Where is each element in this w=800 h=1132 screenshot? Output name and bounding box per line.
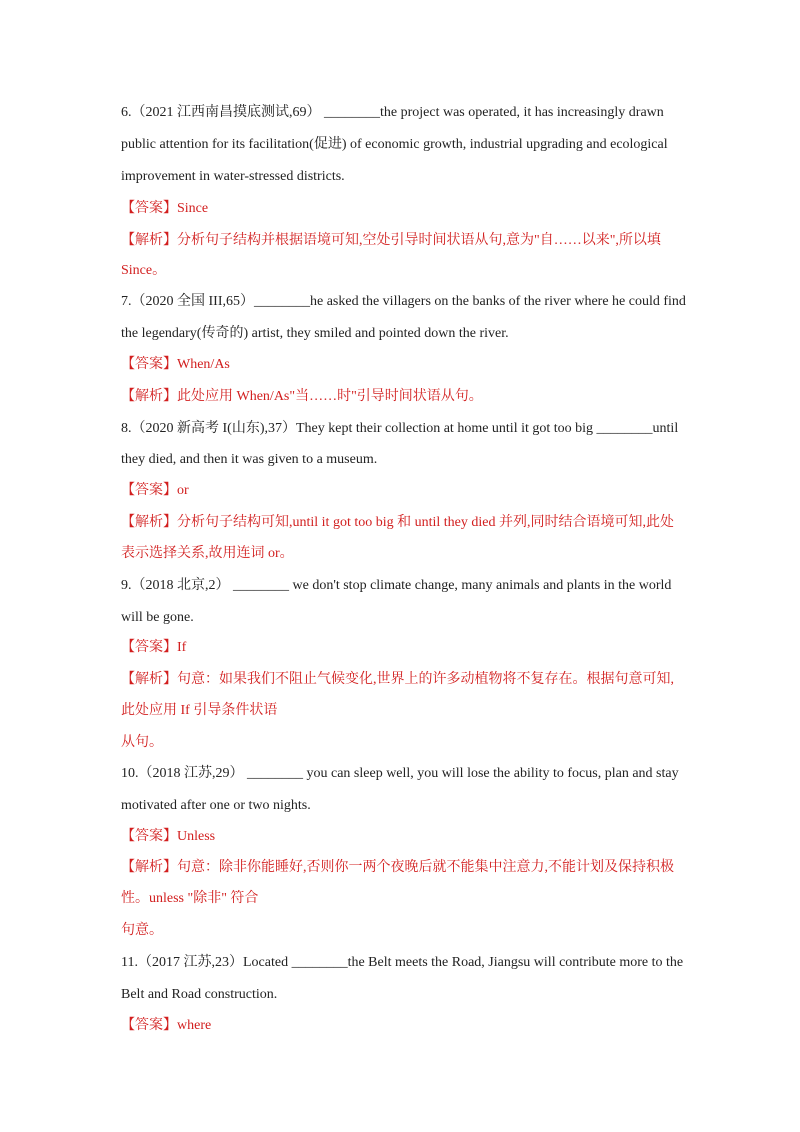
question-10-line-2: motivated after one or two nights. [121,798,311,813]
question-11-line-2: Belt and Road construction. [121,987,278,1002]
question-6-analysis-line-1: 【解析】分析句子结构并根据语境可知,空处引导时间状语从句,意为"自……以来",所以填 [121,233,661,248]
question-6-answer: 【答案】Since [121,201,209,216]
question-11-line-1: 11.（2017 江苏,23）Located ________the Belt meets the Road, Jiangsu will contribute more to the [121,955,684,970]
question-6-analysis-line-2: Since。 [121,263,167,278]
question-7-line-2: the legendary(传奇的) artist, they smiled and pointed down the river. [121,326,509,341]
question-8-answer: 【答案】or [121,483,189,498]
question-9-analysis-line-3: 从句。 [121,735,163,750]
question-8-analysis-line-2: 表示选择关系,故用连词 or。 [121,546,294,561]
question-6-line-1: 6.（2021 江西南昌摸底测试,69） ________the project was operated, it has increasingly drawn [121,105,664,120]
question-9-analysis-line-1: 【解析】句意：如果我们不阻止气候变化,世界上的许多动植物将不复存在。根据句意可知, [121,672,674,687]
question-9-line-2: will be gone. [121,610,194,625]
question-9-answer: 【答案】If [121,640,187,655]
question-7-line-1: 7.（2020 全国 III,65）________he asked the villagers on the banks of the river where he could find [121,294,686,309]
question-7-answer: 【答案】When/As [121,357,230,372]
question-10-analysis-line-2: 性。unless "除非" 符合 [121,891,259,906]
question-8-line-1: 8.（2020 新高考 I(山东),37）They kept their collection at home until it got too big ________until [121,421,679,436]
question-10-answer: 【答案】Unless [121,829,216,844]
question-10-line-1: 10.（2018 江苏,29） ________ you can sleep well, you will lose the ability to focus, plan and stay [121,766,679,781]
question-10-analysis-line-1: 【解析】句意：除非你能睡好,否则你一两个夜晚后就不能集中注意力,不能计划及保持积极 [121,860,674,875]
question-10-analysis-line-3: 句意。 [121,923,163,938]
question-9-analysis-line-2: 此处应用 If 引导条件状语 [121,703,278,718]
question-8-analysis-line-1: 【解析】分析句子结构可知,until it got too big 和 until they died 并列,同时结合语境可知,此处 [121,515,674,530]
question-6-line-2: public attention for its facilitation(促进) of economic growth, industrial upgrading and ecological [121,137,668,152]
question-6-line-3: improvement in water-stressed districts. [121,169,345,184]
question-9-line-1: 9.（2018 北京,2） ________ we don't stop climate change, many animals and plants in the world [121,578,672,593]
question-8-line-2: they died, and then it was given to a museum. [121,452,378,467]
question-11-answer: 【答案】where [121,1018,212,1033]
question-7-analysis-line-1: 【解析】此处应用 When/As"当……时"引导时间状语从句。 [121,389,483,404]
